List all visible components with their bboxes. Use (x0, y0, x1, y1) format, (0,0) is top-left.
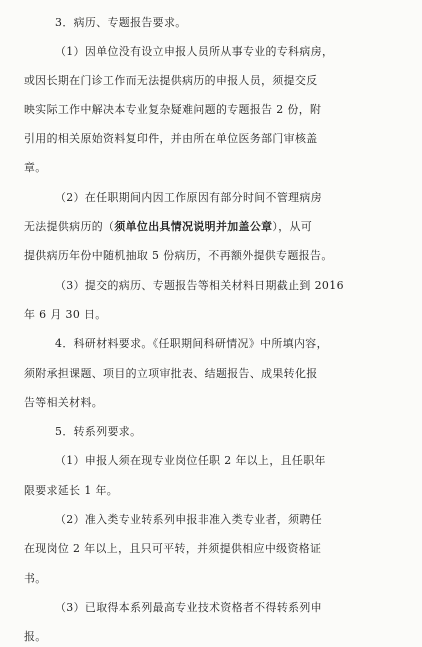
paragraph-line: （1）因单位没有设立申报人员所从事专业的专科病房， (55, 45, 334, 58)
paragraph-line: 限要求延长 1 年。 (24, 484, 119, 497)
paragraph-line (0, 217, 422, 237)
paragraph-line: 报。 (24, 630, 47, 643)
text-segment: 无法提供病历的（ (24, 220, 115, 233)
paragraph-line: 引用的相关原始资料复印件，并由所在单位医务部门审核盖 (24, 132, 318, 145)
paragraph-line: 章。 (24, 161, 47, 174)
section-3-heading: 3．病历、专题报告要求。 (55, 16, 187, 29)
paragraph-line: （2）准入类专业转系列申报非准入类专业者，须聘任 (55, 513, 323, 526)
emphasis-text: 须单位出具情况说明并加盖公章 (114, 220, 273, 233)
text-segment: ），从可 (272, 220, 313, 233)
paragraph-line: 须附承担课题、项目的立项审批表、结题报告、成果转化报 (24, 367, 318, 380)
paragraph-line: （1）申报人须在现专业岗位任职 2 年以上，且任职年 (55, 454, 326, 467)
paragraph-line: 年 6 月 30 日。 (24, 308, 107, 321)
section-4-heading: 4．科研材料要求。《任职期间科研情况》中所填内容， (55, 337, 328, 350)
paragraph-line: （3）已取得本系列最高专业技术资格者不得转系列申 (55, 601, 323, 614)
paragraph-line: 或因长期在门诊工作而无法提供病历的申报人员，须提交反 (24, 74, 318, 87)
paragraph-line: （3）提交的病历、专题报告等相关材料日期截止到 2016 (55, 279, 344, 292)
paragraph-line: 书。 (24, 572, 47, 585)
paragraph-line: 映实际工作中解决本专业复杂疑难问题的专题报告 2 份，附 (24, 103, 322, 116)
paragraph-line: （2）在任职期间内因工作原因有部分时间不管理病房 (55, 191, 323, 204)
paragraph-line: 告等相关材料。 (24, 396, 104, 409)
paragraph-line: 提供病历年份中随机抽取 5 份病历，不再额外提供专题报告。 (24, 249, 333, 262)
paragraph-line: 在现岗位 2 年以上，且只可平转，并须提供相应中级资格证 (24, 542, 322, 555)
section-5-heading: 5．转系列要求。 (55, 425, 142, 438)
